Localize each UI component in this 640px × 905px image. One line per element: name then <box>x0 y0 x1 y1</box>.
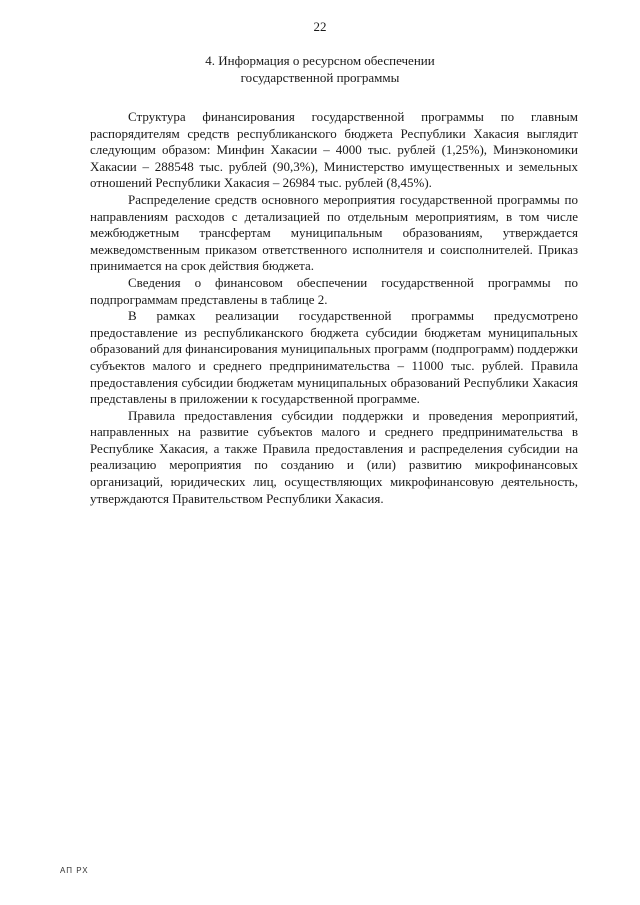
footer-mark: АП РХ <box>60 866 89 875</box>
paragraph-funding-structure: Структура финансирования государственной программы по главным распорядителям средств республиканского бюджета Республики Хакасия выглядит следующим образом: Минфин Хакасии – 4000 тыс. рублей (1,25%), Минэкономики Хакасии – 288548 тыс. рублей (90,3%), Министерство имущественных и земельных отношений Республики Хакасия – 26984 тыс. рублей (8,45%). <box>90 109 578 191</box>
section-heading <box>0 52 640 86</box>
section-heading-line-2: государственной программы <box>240 70 400 85</box>
paragraph-municipal-subsidy: В рамках реализации государственной программы предусмотрено предоставление из республиканского бюджета субсидии бюджетам муниципальных образований для финансирования муниципальных программ (подпрограмм) поддержки субъектов малого и среднего предпринимательства – 11000 тыс. рублей. Правила предоставления субсидии бюджетам муниципальных образований Республики Хакасия представлены в приложении к государственной программе. <box>90 308 578 407</box>
paragraph-distribution-of-funds: Распределение средств основного мероприятия государственной программы по направлениям расходов с детализацией по отдельным мероприятиям, в том числе межбюджетным трансфертам муниципальным образованиям, утверждается межведомственным приказом ответственного исполнителя и соисполнителей. Приказ принимается на срок действия бюджета. <box>90 191 578 274</box>
section-heading-line-1: 4. Информация о ресурсном обеспечении <box>205 53 435 68</box>
paragraph-table-reference: Сведения о финансовом обеспечении государственной программы по подпрограммам представлены в таблице 2. <box>90 274 578 307</box>
document-body <box>90 109 578 507</box>
paragraph-subsidy-rules: Правила предоставления субсидии поддержки и проведения мероприятий, направленных на развитие субъектов малого и среднего предпринимательства в Республике Хакасия, а также Правила предоставления и распределения субсидии на реализацию мероприятия по созданию и (или) развитию микрофинансовых организаций, юридических лиц, осуществляющих микрофинансовую деятельность, утверждаются Правительством Республики Хакасия. <box>90 407 578 506</box>
page-number: 22 <box>313 19 327 34</box>
